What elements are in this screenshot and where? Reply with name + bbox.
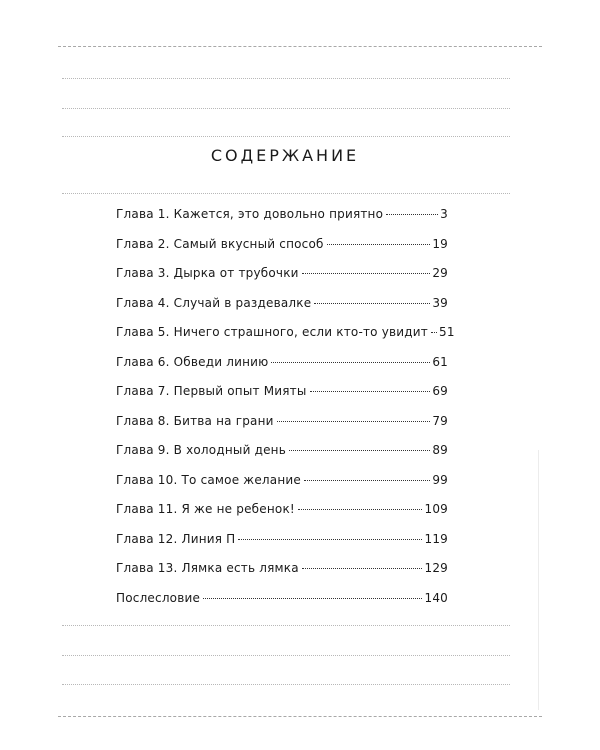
toc-entry-label: Глава 5. Ничего страшного, если кто-то увидит: [116, 325, 428, 339]
toc-entry-label: Глава 2. Самый вкусный способ: [116, 236, 324, 251]
toc-entry: [116, 296, 448, 326]
toc-leader-dots: [271, 362, 430, 363]
toc-entry-label: Глава 1. Кажется, это довольно приятно: [116, 207, 384, 221]
toc-entry-page: 89: [432, 443, 448, 457]
toc-entry: [116, 443, 448, 473]
toc-entry: [116, 237, 448, 267]
toc-entry-page: 129: [424, 561, 448, 575]
toc-entry-page: 79: [432, 413, 448, 428]
toc-leader-dots: [386, 214, 438, 215]
toc-entry-label: Глава 10. То самое желание: [116, 472, 301, 487]
toc-entry-page: 29: [432, 266, 448, 280]
toc-leader-dots: [314, 303, 430, 304]
toc-entry-page: 39: [432, 295, 448, 310]
ruled-line: [62, 108, 510, 109]
bottom-border-line: [58, 716, 542, 717]
toc-leader-dots: [310, 391, 431, 392]
page-title: СОДЕРЖАНИЕ: [210, 146, 360, 165]
toc-entry-page: 19: [432, 236, 448, 251]
toc-entry: [116, 532, 448, 562]
ruled-line: [62, 625, 510, 626]
toc-entry-label: Глава 13. Лямка есть лямка: [116, 561, 299, 575]
toc-leader-dots: [238, 539, 422, 540]
toc-entry-page: 109: [424, 502, 448, 516]
page-edge-line: [538, 450, 539, 710]
toc-entry-page: 119: [424, 531, 448, 546]
ruled-line: [62, 78, 510, 79]
toc-entry: [116, 473, 448, 503]
toc-entry: [116, 325, 455, 355]
toc-entry-label: Глава 11. Я же не ребенок!: [116, 502, 295, 516]
toc-entry-label: Глава 12. Линия П: [116, 531, 236, 546]
toc-entry-page: 3: [440, 207, 448, 221]
toc-leader-dots: [298, 509, 423, 510]
ruled-line: [62, 193, 510, 194]
toc-entry-label: Послесловие: [116, 590, 201, 605]
toc-entry-page: 61: [432, 354, 448, 369]
toc-leader-dots: [327, 244, 431, 245]
toc-entry-label: Глава 9. В холодный день: [116, 443, 286, 457]
toc-entry-label: Глава 7. Первый опыт Мияты: [116, 384, 307, 398]
toc-leader-dots: [304, 480, 430, 481]
toc-entry-page: 69: [432, 384, 448, 398]
toc-entry-page: 99: [432, 472, 448, 487]
toc-entry-label: Глава 3. Дырка от трубочки: [116, 266, 299, 280]
toc-entry-label: Глава 4. Случай в раздевалке: [116, 295, 312, 310]
toc-entry: [116, 355, 448, 385]
toc-entry-label: Глава 6. Обведи линию: [116, 354, 269, 369]
toc-entry: [116, 591, 448, 621]
toc-entry-label: Глава 8. Битва на грани: [116, 413, 274, 428]
toc-leader-dots: [302, 273, 431, 274]
toc-entry: [116, 384, 448, 414]
ruled-line: [62, 684, 510, 685]
toc-leader-dots: [289, 450, 430, 451]
top-border-line: [58, 46, 542, 47]
toc-leader-dots: [203, 598, 422, 599]
toc-entry: [116, 561, 448, 591]
table-of-contents: [116, 207, 455, 620]
ruled-line: [62, 136, 510, 137]
toc-leader-dots: [431, 332, 437, 333]
toc-entry-page: 140: [424, 590, 448, 605]
toc-entry: [116, 502, 448, 532]
toc-entry: [116, 266, 448, 296]
ruled-line: [62, 655, 510, 656]
toc-entry: [116, 207, 448, 237]
toc-leader-dots: [277, 421, 431, 422]
toc-entry: [116, 414, 448, 444]
toc-leader-dots: [302, 568, 423, 569]
toc-entry-page: 51: [438, 325, 455, 339]
